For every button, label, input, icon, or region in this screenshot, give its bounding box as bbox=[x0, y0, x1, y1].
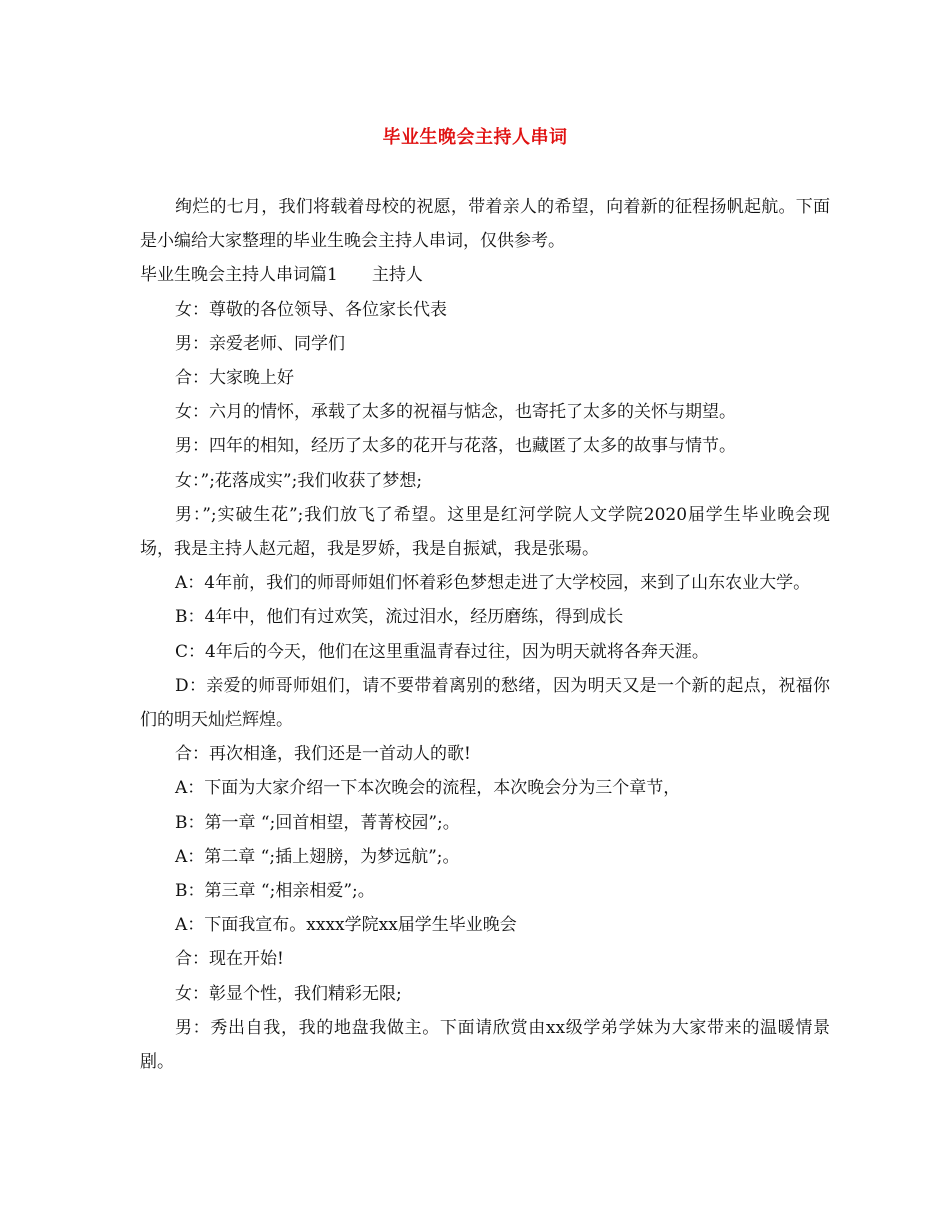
script-line: C：4年后的今天，他们在这里重温青春过往，因为明天就将各奔天涯。 bbox=[175, 641, 709, 662]
script-line: 合：现在开始! bbox=[175, 949, 284, 970]
script-line: 女：六月的情怀，承载了太多的祝福与惦念，也寄托了太多的关怀与期望。 bbox=[175, 402, 736, 423]
intro-paragraph: 绚烂的七月，我们将载着母校的祝愿，带着亲人的希望，向着新的征程扬帆起航。下面是小编给大家整理的毕业生晚会主持人串词，仅供参考。 bbox=[140, 197, 830, 252]
script-line: B：第三章 “;相亲相爱”;。 bbox=[175, 881, 375, 902]
script-line: 合：大家晚上好 bbox=[175, 368, 294, 389]
section-title: 毕业生晚会主持人串词篇1 bbox=[140, 265, 338, 286]
document-body bbox=[140, 190, 830, 1079]
script-line: 合：再次相逢，我们还是一首动人的歌! bbox=[175, 744, 471, 765]
script-line: 男：亲爱老师、同学们 bbox=[175, 333, 345, 354]
script-line: A：4年前，我们的师哥师姐们怀着彩色梦想走进了大学校园，来到了山东农业大学。 bbox=[175, 573, 811, 594]
script-line: 女：”;花落成实”;我们收获了梦想; bbox=[175, 470, 423, 491]
script-line: B：4年中，他们有过欢笑，流过泪水，经历磨练，得到成长 bbox=[175, 607, 624, 628]
document-title: 毕业生晚会主持人串词 bbox=[382, 127, 568, 148]
script-line: D：亲爱的师哥师姐们，请不要带着离别的愁绪，因为明天又是一个新的起点，祝福你们的明天灿烂辉煌。 bbox=[140, 675, 830, 731]
script-line: A：第二章 “;插上翅膀，为梦远航”;。 bbox=[175, 846, 460, 867]
script-line: A：下面为大家介绍一下本次晚会的流程，本次晚会分为三个章节， bbox=[175, 778, 681, 799]
script-line: B：第一章 “;回首相望，菁菁校园”;。 bbox=[175, 812, 460, 833]
section-subtitle: 主持人 bbox=[371, 265, 423, 286]
script-line: 男：秀出自我，我的地盘我做主。下面请欣赏由xx级学弟学妹为大家带来的温暖情景剧。 bbox=[140, 1017, 830, 1073]
script-line: A：下面我宣布。xxxx学院xx届学生毕业晚会 bbox=[175, 915, 517, 936]
script-line: 男：”;实破生花”;我们放飞了希望。这里是红河学院人文学院2020届学生毕业晚会现场，我是主持人赵元超，我是罗娇，我是自振斌，我是张瑒。 bbox=[140, 504, 830, 560]
script-line: 男：四年的相知，经历了太多的花开与花落，也藏匿了太多的故事与情节。 bbox=[175, 436, 736, 457]
script-line: 女：尊敬的各位领导、各位家长代表 bbox=[175, 299, 447, 320]
section-heading bbox=[140, 258, 830, 292]
script-line: 女：彰显个性，我们精彩无限; bbox=[175, 983, 402, 1004]
